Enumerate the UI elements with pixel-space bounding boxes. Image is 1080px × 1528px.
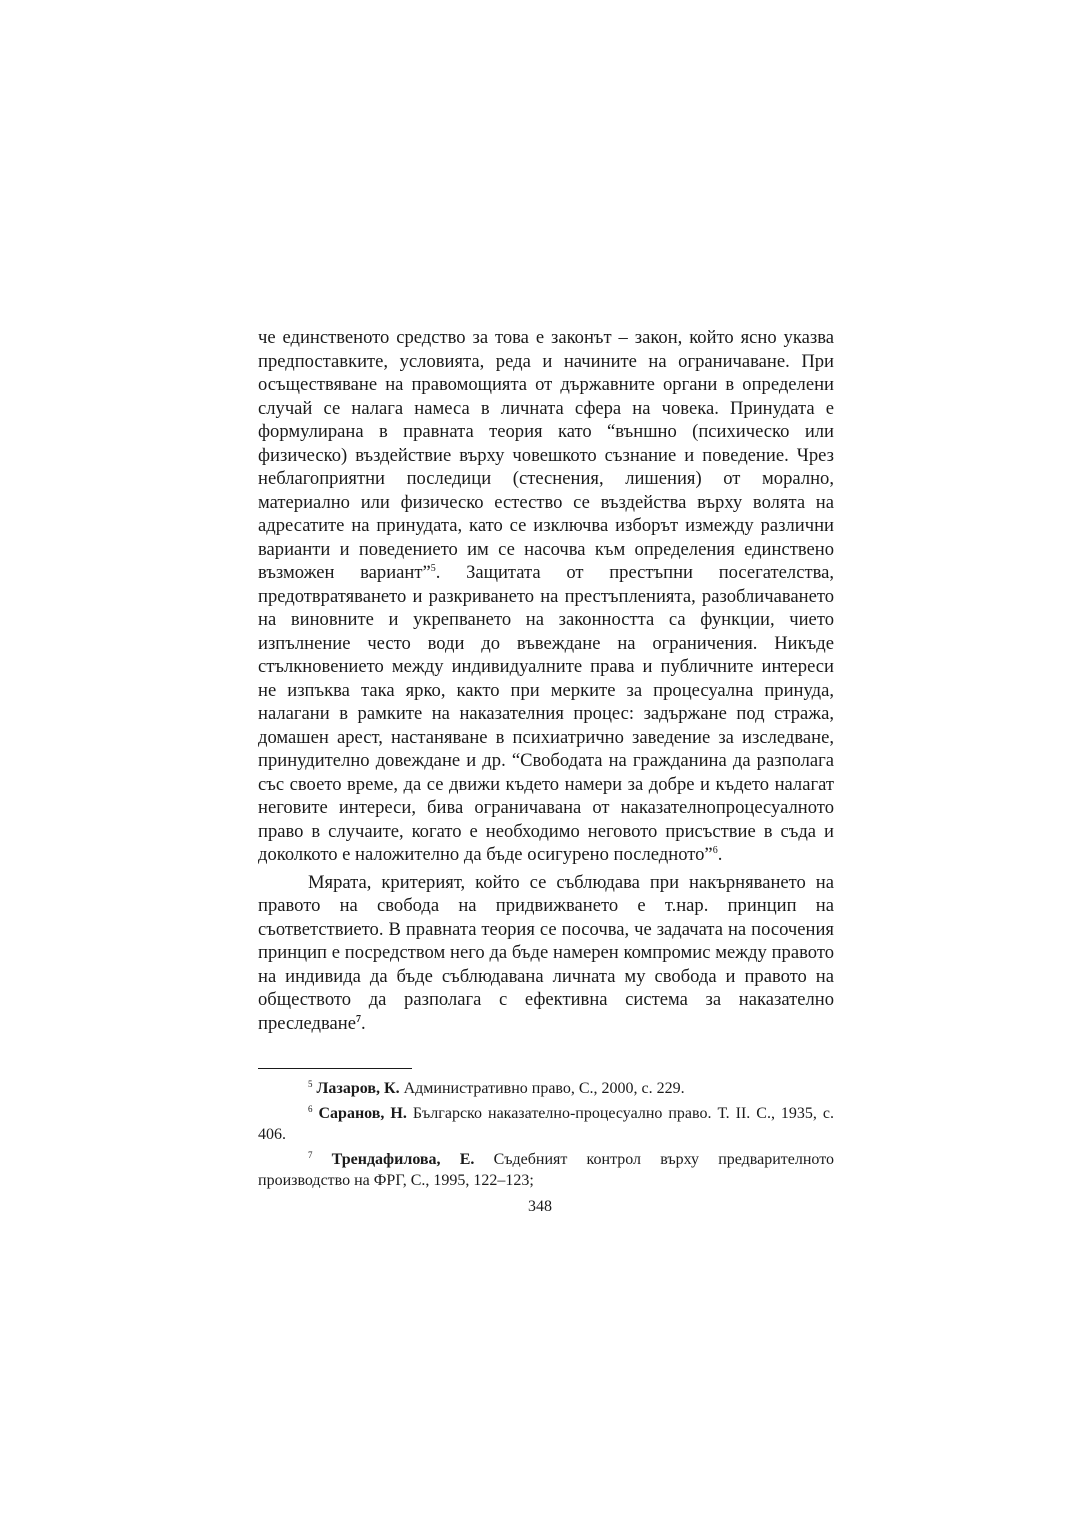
footnote-7 <box>258 1149 834 1191</box>
footnote-author: Лазаров, К. <box>316 1080 400 1097</box>
footnotes <box>258 1078 834 1195</box>
footnote-author: Трендафилова, Е. <box>331 1151 475 1168</box>
paragraph-1 <box>258 326 834 867</box>
paragraph-2-text: Мярата, критерият, който се съблюдава при накърняването на правото на свобода на придвижването е т.нар. принцип на съответствието. В правната теория се посочва, че задачата на посочения принцип е посредством него да бъде намерен компромис между правото на индивида да бъде съблюдавана личната му свобода и правото на обществото да разполага с ефективна система за наказателно преследване <box>258 871 834 1034</box>
footnote-5 <box>258 1078 834 1099</box>
paragraph-2-end: . <box>360 1012 366 1034</box>
paragraph-1-part-2: . Защитата от престъпни посегателства, предотвратяването и разкриването на престъпленията, разобличаването на виновните и укрепването на законността са функции, чието изпълнение често води до въвеждане на ограничения. Никъде стълкновението между индивидуалните права и публичните интереси не изпъква така ярко, както при мерките за процесуална принуда, налагани в рамките на наказателния процес: задържане под стража, домашен арест, настаняване в психиатрично заведение за изследване, принудително довеждане и др. “Свободата на гражданина да разполага със своето време, да се движи където намери за добре и където налагат неговите интереси, бива ограничавана от наказателнопроцесуалното право в случаите, когато е необходимо неговото присъствие в съда и доколкото е наложително да бъде осигурено последното” <box>258 562 835 865</box>
footnote-separator <box>258 1068 412 1069</box>
paragraph-1-part-1: че единственото средство за това е законът – закон, който ясно указва предпоставките, условията, реда и начините на ограничаване. При осъществяване на правомощията от държавните органи в определени случай се налага намеса в личната сфера на човека. Принудата е формулирана в правната теория като “външно (психическо или физическо) въздействие върху човешкото съзнание и поведение. Чрез неблагоприятни последици (стеснения, лишения) от морално, материално или физическо естество се въздейства върху волята на адресатите на принудата, като се изключва изборът измежду различни варианти и поведението им се насочва към определения единствено възможен вариант” <box>258 327 834 583</box>
footnote-author: Саранов, Н. <box>318 1105 407 1122</box>
footnote-ref-6[interactable]: 6 <box>712 845 718 856</box>
page-number: 348 <box>528 1198 552 1215</box>
footnote-number: 6 <box>308 1104 313 1114</box>
footnote-text: Административно право, С., 2000, с. 229. <box>399 1080 685 1097</box>
footnote-6 <box>258 1103 834 1145</box>
main-text <box>258 326 834 1035</box>
paragraph-2 <box>258 871 834 1036</box>
footnote-text: Съдебният контрол върху предварителното производство на ФРГ, С., 1995, 122–123; <box>258 1151 835 1189</box>
footnote-ref-7[interactable]: 7 <box>355 1013 361 1025</box>
footnote-number: 7 <box>308 1150 313 1160</box>
footnote-ref-5[interactable]: 5 <box>430 563 436 574</box>
footnote-number: 5 <box>308 1079 313 1089</box>
paragraph-1-part-3: . <box>717 844 723 865</box>
footnote-text: Българско наказателно-процесуално право. Т. II. С., 1935, с. 406. <box>258 1105 835 1143</box>
